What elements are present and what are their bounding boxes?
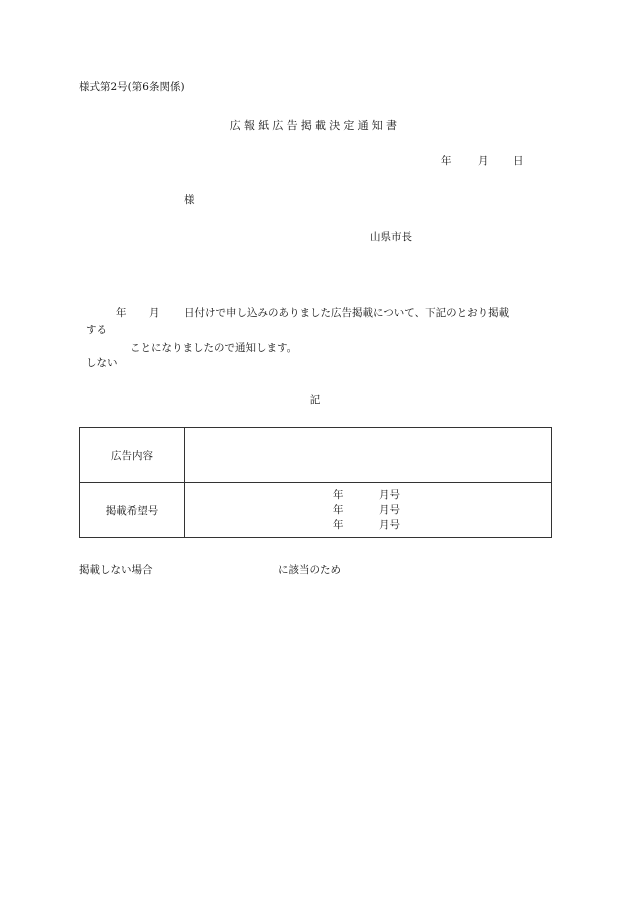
desired-issue-dates bbox=[185, 483, 552, 538]
detail-table bbox=[79, 427, 552, 538]
recipient-honorific: 様 bbox=[184, 194, 195, 206]
ad-content-label: 広告内容 bbox=[80, 428, 185, 483]
ad-content-value[interactable] bbox=[185, 428, 552, 483]
option-shinai: しない bbox=[86, 357, 118, 369]
date-month: 月 bbox=[478, 155, 489, 167]
issue-month: 月号 bbox=[379, 503, 400, 516]
issue-date-line bbox=[185, 503, 551, 518]
reason-suffix: に該当のため bbox=[278, 564, 341, 576]
sender-name: 山県市長 bbox=[370, 231, 412, 243]
table-row bbox=[80, 428, 552, 483]
body-line1: 日付けで申し込みのありました広告掲載について、下記のとおり掲載 bbox=[184, 307, 510, 319]
issue-month: 月号 bbox=[379, 488, 400, 501]
issue-month: 月号 bbox=[379, 518, 400, 531]
not-published-label: 掲載しない場合 bbox=[79, 564, 153, 576]
body-year: 年 bbox=[116, 307, 127, 319]
form-number: 様式第2号(第6条関係) bbox=[79, 81, 185, 93]
document-title: 広報紙広告掲載決定通知書 bbox=[229, 119, 401, 132]
ki-heading: 記 bbox=[309, 394, 321, 406]
body-line2: ことになりましたので通知します。 bbox=[130, 342, 298, 354]
issue-year: 年 bbox=[333, 518, 344, 531]
date-day: 日 bbox=[513, 155, 524, 167]
issue-year: 年 bbox=[333, 503, 344, 516]
date-year: 年 bbox=[441, 155, 452, 167]
desired-issue-label: 掲載希望号 bbox=[80, 483, 185, 538]
issue-date-line bbox=[185, 488, 551, 503]
body-month: 月 bbox=[149, 307, 160, 319]
issue-date-line bbox=[185, 518, 551, 533]
issue-year: 年 bbox=[333, 488, 344, 501]
table-row bbox=[80, 483, 552, 538]
option-suru: する bbox=[86, 324, 107, 336]
